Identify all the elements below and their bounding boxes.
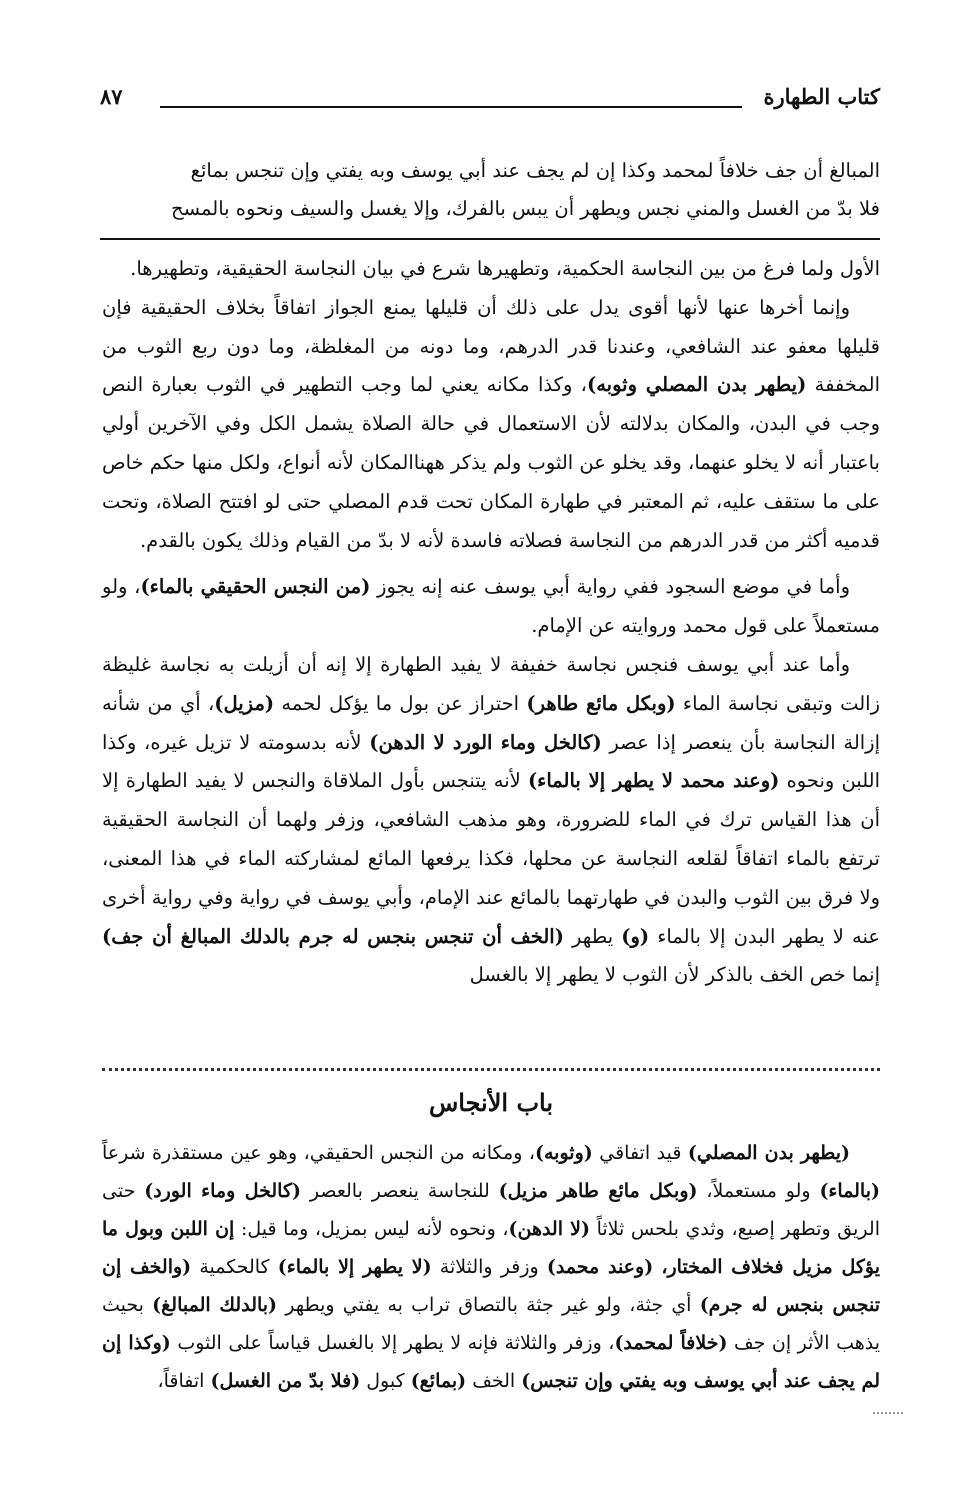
separator-rule xyxy=(100,238,880,240)
main-text-line: المبالغ أن جف خلافاً لمحمد وكذا إن لم يجف عند أبي يوسف وبه يفتي وإن تنجس بمائع xyxy=(190,159,880,182)
commentary-paragraph: وأما عند أبي يوسف فنجس نجاسة خفيفة لا يفيد الطهارة إلا إنه أن أزيلت به نجاسة غليظة زالت وتبقى نجاسة الماء (وبكل مائع طاهر) احتراز عن بول ما يؤكل لحمه (مزيل)، أي من شأنه إزالة النجاسة بأن ينعصر إذا عصر (كالخل وماء الورد لا الدهن) لأنه بدسومته لا تزيل غيره، وكذا اللبن ونحوه (وعند محمد لا يطهر إلا بالماء) لأنه يتنجس بأول الملاقاة والنجس لا يفيد الطهارة إلا أن هذا القياس ترك في الماء للضرورة، وهو مذهب الشافعي، وزفر ولهما أن النجاسة الحقيقية ترتفع بالماء اتفاقاً لقلعه النجاسة عن محلها، فكذا يرفعها المائع لمشاركته الماء في هذا المعنى، ولا فرق بين الثوب والبدن في طهارتهما بالمائع عند الإمام، وأبي يوسف في رواية وفي رواية أخرى عنه لا يطهر البدن إلا بالماء (و) يطهر (الخف أن تنجس بنجس له جرم بالدلك المبالغ أن جف) إنما خص الخف بالذكر لأن الثوب لا يطهر إلا بالغسل xyxy=(102,652,881,987)
section-paragraph: (يطهر بدن المصلي) قيد اتفاقي (وثوبه)، ومكانه من النجس الحقيقي، وهو عين مستقذرة شرعاً (بالماء) ولو مستعملاً، (وبكل مائع طاهر مزيل) للنجاسة ينعصر بالعصر (كالخل وماء الورد) حتى الريق وتطهر إصبع، وثدي بلحس ثلاثاً (لا الدهن)، ونحوه لأنه ليس بمزيل، وما قيل: إن اللبن وبول ما يؤكل مزيل فخلاف المختار، (وعند محمد) وزفر والثلاثة (لا يطهر إلا بالماء) كالحكمية (والخف إن تنجس بنجس له جرم) أي جثة، ولو غير جثة بالتصاق تراب به يفتي ويطهر (بالدلك المبالغ) بحيث يذهب الأثر إن جف (خلافاً لمحمد)، وزفر والثلاثة فإنه لا يطهر إلا بالغسل قياساً على الثوب (وكذا إن لم يجف عند أبي يوسف وبه يفتي وإن تنجس) الخف (بمائع) كبول (فلا بدّ من الغسل) اتفاقاً، xyxy=(102,1142,881,1392)
print-smudge xyxy=(873,1412,903,1414)
commentary-paragraph: وإنما أخرها عنها لأنها أقوى يدل على ذلك أن قليلها يمنع الجواز اتفاقاً بخلاف الحقيقية فإن قليلها معفو عند الشافعي، وعندنا قدر الدرهم، وما دونه من المغلظة، وما دون ربع الثوب من المخففة (يطهر بدن المصلي وثوبه)، وكذا مكانه يعني لما وجب التطهير في الثوب بعبارة النص وجب في البدن، والمكان بدلالته لأن الاستعمال في حالة الصلاة يشمل الكل وفي الآخرين أولي باعتبار أنه لا يخلو عنهما، وقد يخلو عن الثوب ولم يذكر ههناالمكان لأنه أنواع، ولكل منها حكم خاص على ما ستقف عليه، ثم المعتبر في طهارة المكان تحت قدم المصلي حتى لو افتتح الصلاة، وتحت قدميه أكثر من قدر الدرهم من النجاسة فصلاته فاسدة لأنه لا بدّ من القيام وذلك يكون بالقدم. xyxy=(102,295,881,552)
commentary-paragraph: وأما في موضع السجود ففي رواية أبي يوسف عنه إنه يجوز (من النجس الحقيقي بالماء)، ولو مستعملاً على قول محمد وروايته عن الإمام. xyxy=(102,575,880,638)
main-text-line: فلا بدّ من الغسل والمني نجس ويطهر أن يبس بالفرك، وإلا يغسل والسيف ونحوه بالمسح xyxy=(171,197,880,220)
running-title: كتاب الطهارة xyxy=(763,84,880,109)
section-text-block xyxy=(102,1134,880,1400)
section-heading: باب الأنجاس xyxy=(428,1088,554,1117)
page-header xyxy=(100,84,880,118)
dotted-separator xyxy=(102,1068,880,1071)
commentary-paragraph: الأول ولما فرغ من بين النجاسة الحكمية، وتطهيرها شرع في بيان النجاسة الحقيقية، وتطهيرها. xyxy=(130,257,880,280)
commentary-block xyxy=(102,250,880,995)
header-rule xyxy=(160,106,742,108)
page-number: ٨٧ xyxy=(100,84,123,109)
main-text-block xyxy=(102,152,880,228)
